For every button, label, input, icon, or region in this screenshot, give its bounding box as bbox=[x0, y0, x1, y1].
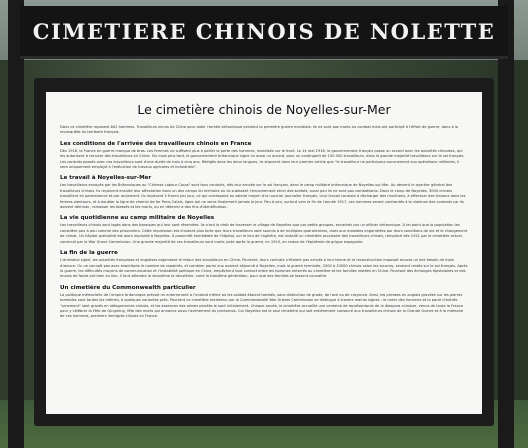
information-panel bbox=[46, 92, 482, 414]
section-heading: Un cimetière du Commonwealth particulier bbox=[60, 284, 196, 291]
section-text: Les travailleurs envoyés par les Britanniques ou "Chinese Labour Corps" sont tous conduits, dès leur arrivée sur le sol français, dans le camp militaire britannique de Noyelles-sur-Mer. Au devient le quartier général des travailleurs chinois. Ils reçoivent ensuite leur affectation dans un des camps du territoire où ils subissent l'encadrement strict des soldats, aussi peu ils ne sont pas combattants. Dans le camp de Noyelles, 3000 chinois travaillent en permanence et par roulement. Ils reçoivent 5 francs par jour, ce qui correspond au salaire moyen d'un ouvrier journalier français. Leur travail consiste à décharger des munitions, à effectuer des travaux dans les fermes alentours, et à doubler la ligne de chemin de fer Paris-Calais, ligne qui ne verra finalement jamais le jour. Peu à peu, surtout vers la fin de l'année 1917, ces hommes seront confrontés à la violence des combats car ils doivent déminer, ramasser les blessés et les morts, ou en déterrer à des fins d'identification. bbox=[60, 183, 466, 210]
section-heading: Les conditions de l'arrivée des travailleurs chinois en France bbox=[60, 140, 252, 147]
section-text: La politique mémorielle de l'empire britannique prévoit un enterrement à l'endroit même où les soldats étaient tombés, sans distinction de grade, de race ou de croyance. Ainsi, les phrases en anglais gravées sur les pierres tombales sont toutes les mêmes, à quelques variantes près. Pourtant ce cimetière entretenu par la Commonwealth War Graves Commission se distingue à travers maints signes : le noms des hommes et la porte d'entrée "ornement" sont gravés en idéogrammes chinois, et les essences des arbres plantés le sont initialement. Chaque année, le cimetière accueille une centaine de représentants de la diaspora chinoise, venus de toute la France pour y célébrer la Fête de Qingming, fête des morts qui annonce aussi l'avènement du printemps. Car Noyelles est le seul cimetière qui soit entièrement consacré aux travailleurs chinois de la Grande Guerre et à la mémoire de ces hommes, premiers immigrés chinois en France. bbox=[60, 292, 464, 319]
panel-intro: Dans ce cimetière reposent 842 hommes. Travailleurs venus de Chine pour aider l'armée britannique pendant la première guerre mondiale. Ils ne sont pas morts au combat mais ont participé à l'effort de guerre, dans à la reconquête du territoire français. bbox=[60, 125, 459, 135]
sign-post-right bbox=[498, 0, 514, 448]
section-text: Dès 1916, la France en guerre manque de bras. Les femmes ne suffisent plus à pallier la perte des hommes, mobilisés sur le front. Le 14 mai 1916, le gouvernement français passe un accord avec les autorités chinoises, qui les autorisent à recruter des travailleurs en Chine. Six mois plus tard, le gouvernement britannique signe lui aussi un accord, pour un contingent de 150 000 travailleurs, dans la grande majorité travailleurs sur le sol français. Les contrats passés avec ces travailleurs sont d'une durée de trois à cinq ans. Rédigés dans les deux langues, ils stipulent dans leur premier article que "le travailleur ne participera aucunement aux opérations militaires, il sera uniquement employé à l'exécution de travaux agricoles et industriels". bbox=[60, 148, 465, 170]
section-heading: La fin de la guerre bbox=[60, 250, 118, 257]
section-text: L'armistice signé, les autorités françaises et anglaises organisent le retour des travailleurs en Chine. Pourtant, leurs contrats n'étaient pas arrivés à leur terme et la reconstruction imposait encore un fort besoin de main d'œuvre. On ne connaît pas avec exactitude le nombre de rapatriés, et combien parmi eux avaient séjourné à Noyelles, mais la guerre terminée, 2000 à 10000 chinois salon les sources, seraient restés sur le sol français. Après la guerre, les difficultés moyens de communication et l'instabilité politique en Chine, empêchent tout contact entre les hommes enterrés au cimetière et les familles restées en Chine. Pourtant des échanges épistolaires et des envois de fonds ont bien eu lieu. Il faut attendre la deuxième la deuxième, voire la troisième génération, pour que des familles se fassent connaître. bbox=[60, 258, 468, 279]
section-heading: La vie quotidienne au camp militaire de Noyelles bbox=[60, 215, 215, 222]
cemetery-name-board bbox=[20, 6, 508, 59]
section-heading: Le travail à Noyelles-sur-Mer bbox=[60, 175, 152, 182]
section-text: Les travailleurs chinois sont logés dans des baraques qui leur sont réservées. Ils n'ont le droit de traverser le village de Noyelles que par petits groupes, encadrés par un officier britannique. À tel point que la population les considère peu à peu comme des prisonniers. Cette impression est d'autant plus forte que leurs travailleurs sont soumis à de multiples quarantaines, dues aux maladies engendrées par leurs conditions de vie et le changement de climat. Un hôpital spécialisé est alors implanté à Noyelles. A proximité immédiate de l'hôpital, sur le lieu de l'agilière, est installé un cimetière provisoire des travailleurs chinois, remplacé dès 1921 par le cimetière actuel, construit par la War Grave Commission. Une grande majorité de ces travailleurs sont morts juste après la guerre, en 1919, en raison de l'épidémie de grippe espagnole. bbox=[60, 223, 468, 244]
sign-post-left bbox=[8, 0, 24, 448]
panel-title: Le cimetière chinois de Noyelles-sur-Mer bbox=[137, 102, 391, 117]
cemetery-name: CIMETIERE CHINOIS DE NOLETTE bbox=[32, 18, 496, 44]
